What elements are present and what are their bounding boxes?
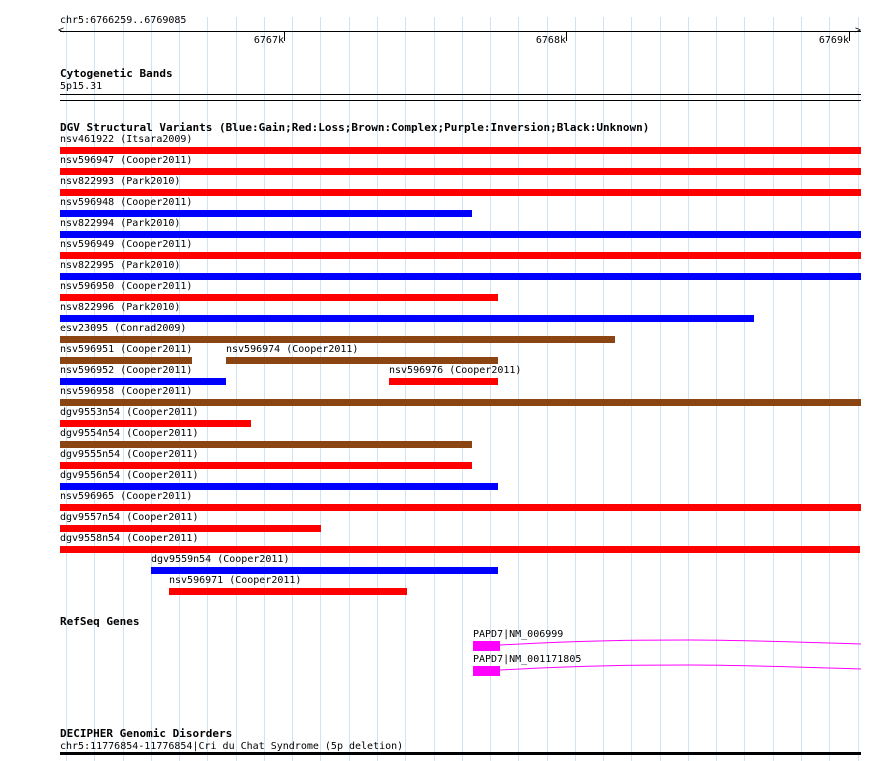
cytoband-label: 5p15.31 (60, 81, 103, 92)
cytoband-line[interactable] (60, 94, 861, 95)
ruler-axis (60, 31, 861, 32)
variant-bar[interactable] (60, 189, 861, 196)
variant-label[interactable]: nsv596949 (Cooper2011) (60, 239, 193, 250)
variant-bar[interactable] (60, 231, 861, 238)
variant-bar[interactable] (60, 546, 860, 553)
variant-bar[interactable] (60, 336, 615, 343)
variant-bar[interactable] (60, 294, 498, 301)
gene-exon[interactable] (473, 666, 500, 676)
variant-label[interactable]: nsv596948 (Cooper2011) (60, 197, 193, 208)
variant-bar[interactable] (60, 252, 861, 259)
variant-bar[interactable] (60, 504, 861, 511)
gene-intron-line[interactable] (500, 663, 862, 673)
variant-label[interactable]: nsv596971 (Cooper2011) (169, 575, 302, 586)
variant-label[interactable]: nsv596974 (Cooper2011) (226, 344, 359, 355)
variant-label[interactable]: dgv9558n54 (Cooper2011) (60, 533, 199, 544)
variant-label[interactable]: dgv9556n54 (Cooper2011) (60, 470, 199, 481)
ruler-tick-label: 6768k (535, 35, 566, 46)
refseq-track-title[interactable]: RefSeq Genes (60, 615, 140, 628)
variant-label[interactable]: nsv596976 (Cooper2011) (389, 365, 522, 376)
variant-bar[interactable] (60, 168, 861, 175)
variant-label[interactable]: dgv9553n54 (Cooper2011) (60, 407, 199, 418)
decipher-track-title[interactable]: DECIPHER Genomic Disorders (60, 727, 233, 740)
variant-label[interactable]: nsv822995 (Park2010) (60, 260, 181, 271)
variant-bar[interactable] (60, 357, 192, 364)
ruler-tick (849, 31, 850, 41)
ruler-range-label: chr5:6766259..6769085 (60, 15, 187, 26)
gene-label[interactable]: PAPD7|NM_006999 (473, 629, 564, 640)
decipher-feature-label[interactable]: chr5:11776854-11776854|Cri du Chat Syndrome (5p deletion) (60, 741, 404, 752)
ruler-tick-label: 6769k (818, 35, 849, 46)
ruler-right-arrow: > (855, 25, 862, 36)
gene-intron-line[interactable] (500, 638, 862, 648)
variant-bar[interactable] (60, 420, 251, 427)
variant-label[interactable]: nsv596952 (Cooper2011) (60, 365, 193, 376)
variant-bar[interactable] (60, 483, 498, 490)
variant-bar[interactable] (226, 357, 498, 364)
variant-bar[interactable] (60, 210, 472, 217)
ruler-tick (284, 31, 285, 41)
variant-label[interactable]: nsv461922 (Itsara2009) (60, 134, 193, 145)
ruler-tick (566, 31, 567, 41)
variant-label[interactable]: nsv596947 (Cooper2011) (60, 155, 193, 166)
gene-exon[interactable] (473, 641, 500, 651)
variant-bar[interactable] (60, 315, 754, 322)
variant-label[interactable]: nsv596950 (Cooper2011) (60, 281, 193, 292)
variant-bar[interactable] (60, 399, 861, 406)
variant-label[interactable]: esv23095 (Conrad2009) (60, 323, 187, 334)
gene-label[interactable]: PAPD7|NM_001171805 (473, 654, 582, 665)
decipher-feature-bar[interactable] (60, 752, 861, 755)
variant-label[interactable]: nsv596951 (Cooper2011) (60, 344, 193, 355)
variant-bar[interactable] (60, 462, 472, 469)
ruler-tick-label: 6767k (253, 35, 284, 46)
variant-bar[interactable] (60, 378, 226, 385)
variant-label[interactable]: dgv9554n54 (Cooper2011) (60, 428, 199, 439)
variant-label[interactable]: nsv822993 (Park2010) (60, 176, 181, 187)
variant-label[interactable]: nsv596958 (Cooper2011) (60, 386, 193, 397)
cytoband-track-title[interactable]: Cytogenetic Bands (60, 67, 173, 80)
variant-label[interactable]: dgv9555n54 (Cooper2011) (60, 449, 199, 460)
variant-label[interactable]: nsv596965 (Cooper2011) (60, 491, 193, 502)
variant-bar[interactable] (60, 441, 472, 448)
variant-bar[interactable] (60, 525, 321, 532)
variant-bar[interactable] (169, 588, 407, 595)
variant-bar[interactable] (60, 273, 861, 280)
variant-bar[interactable] (151, 567, 498, 574)
variant-bar[interactable] (60, 147, 861, 154)
ruler-left-arrow: < (58, 25, 65, 36)
dgv-track-title[interactable]: DGV Structural Variants (Blue:Gain;Red:Loss;Brown:Complex;Purple:Inversion;Black:Unknown) (60, 121, 650, 134)
cytoband-line[interactable] (60, 100, 861, 101)
variant-label[interactable]: dgv9559n54 (Cooper2011) (151, 554, 290, 565)
variant-label[interactable]: nsv822994 (Park2010) (60, 218, 181, 229)
variant-label[interactable]: nsv822996 (Park2010) (60, 302, 181, 313)
variant-label[interactable]: dgv9557n54 (Cooper2011) (60, 512, 199, 523)
variant-bar[interactable] (389, 378, 498, 385)
